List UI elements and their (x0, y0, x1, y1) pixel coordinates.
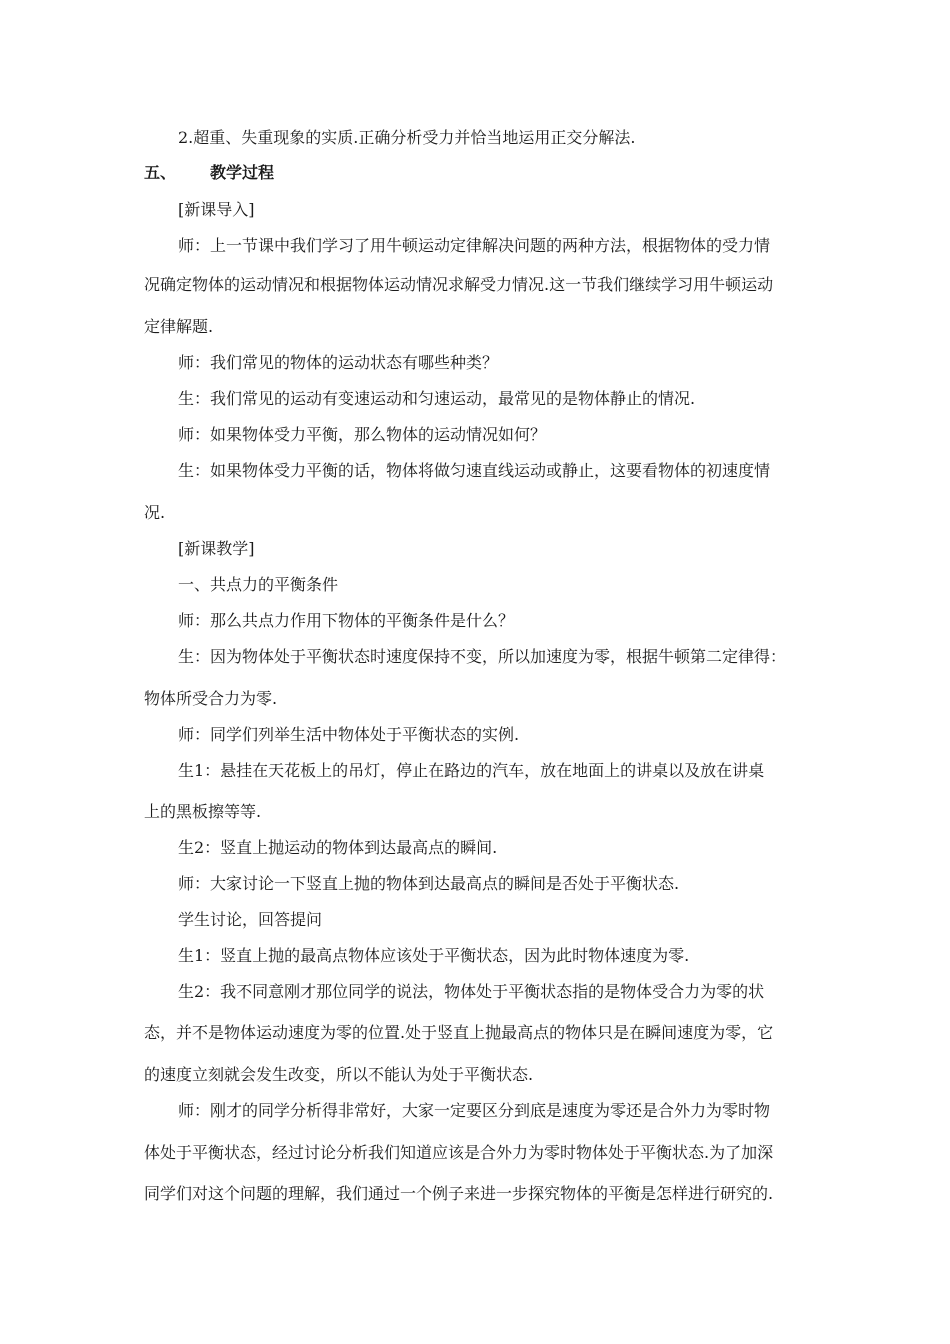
paragraph-line: 生2：我不同意刚才那位同学的说法，物体处于平衡状态指的是物体受合力为零的状 (178, 982, 765, 1001)
section-title: 教学过程 (210, 163, 275, 182)
paragraph-line: 师：刚才的同学分析得非常好，大家一定要区分到底是速度为零还是合外力为零时物 (178, 1101, 771, 1120)
paragraph-line: 态，并不是物体运动速度为零的位置.处于竖直上抛最高点的物体只是在瞬间速度为零，它 (144, 1023, 774, 1042)
subsection-label: [新课教学] (178, 539, 255, 558)
paragraph-line: 定律解题. (144, 317, 214, 336)
paragraph-line: 2.超重、失重现象的实质.正确分析受力并恰当地运用正交分解法. (178, 128, 636, 147)
paragraph-line: 物体所受合力为零. (144, 689, 278, 708)
paragraph-line: 况确定物体的运动情况和根据物体运动情况求解受力情况.这一节我们继续学习用牛顿运动 (144, 275, 774, 294)
paragraph-line: 的速度立刻就会发生改变，所以不能认为处于平衡状态. (144, 1065, 534, 1084)
paragraph-line: 生1：悬挂在天花板上的吊灯，停止在路边的汽车，放在地面上的讲桌以及放在讲桌 (178, 761, 765, 780)
paragraph-line: 师：同学们列举生活中物体处于平衡状态的实例. (178, 725, 520, 744)
section-number: 五、 (144, 163, 177, 182)
paragraph-line: 师：那么共点力作用下物体的平衡条件是什么？ (178, 611, 515, 630)
subheading: 一、共点力的平衡条件 (178, 575, 339, 594)
paragraph-line: 师：我们常见的物体的运动状态有哪些种类？ (178, 353, 499, 372)
paragraph-line: 生2：竖直上抛运动的物体到达最高点的瞬间. (178, 838, 498, 857)
paragraph-line: 况. (144, 503, 166, 522)
paragraph-line: 同学们对这个问题的理解，我们通过一个例子来进一步探究物体的平衡是怎样进行研究的. (144, 1184, 774, 1203)
paragraph-line: 生：因为物体处于平衡状态时速度保持不变，所以加速度为零，根据牛顿第二定律得： (178, 647, 787, 666)
paragraph-line: 生：我们常见的运动有变速运动和匀速运动，最常见的是物体静止的情况. (178, 389, 696, 408)
paragraph-line: 生：如果物体受力平衡的话，物体将做匀速直线运动或静止，这要看物体的初速度情 (178, 461, 771, 480)
paragraph-line: 学生讨论，回答提问 (178, 910, 323, 929)
subsection-label: [新课导入] (178, 200, 255, 219)
paragraph-line: 师：上一节课中我们学习了用牛顿运动定律解决问题的两种方法，根据物体的受力情 (178, 236, 771, 255)
paragraph-line: 生1：竖直上抛的最高点物体应该处于平衡状态，因为此时物体速度为零. (178, 946, 690, 965)
paragraph-line: 师：如果物体受力平衡，那么物体的运动情况如何？ (178, 425, 547, 444)
paragraph-line: 体处于平衡状态，经过讨论分析我们知道应该是合外力为零时物体处于平衡状态.为了加深 (144, 1143, 774, 1162)
paragraph-line: 上的黑板擦等等. (144, 802, 262, 821)
paragraph-line: 师：大家讨论一下竖直上抛的物体到达最高点的瞬间是否处于平衡状态. (178, 874, 680, 893)
